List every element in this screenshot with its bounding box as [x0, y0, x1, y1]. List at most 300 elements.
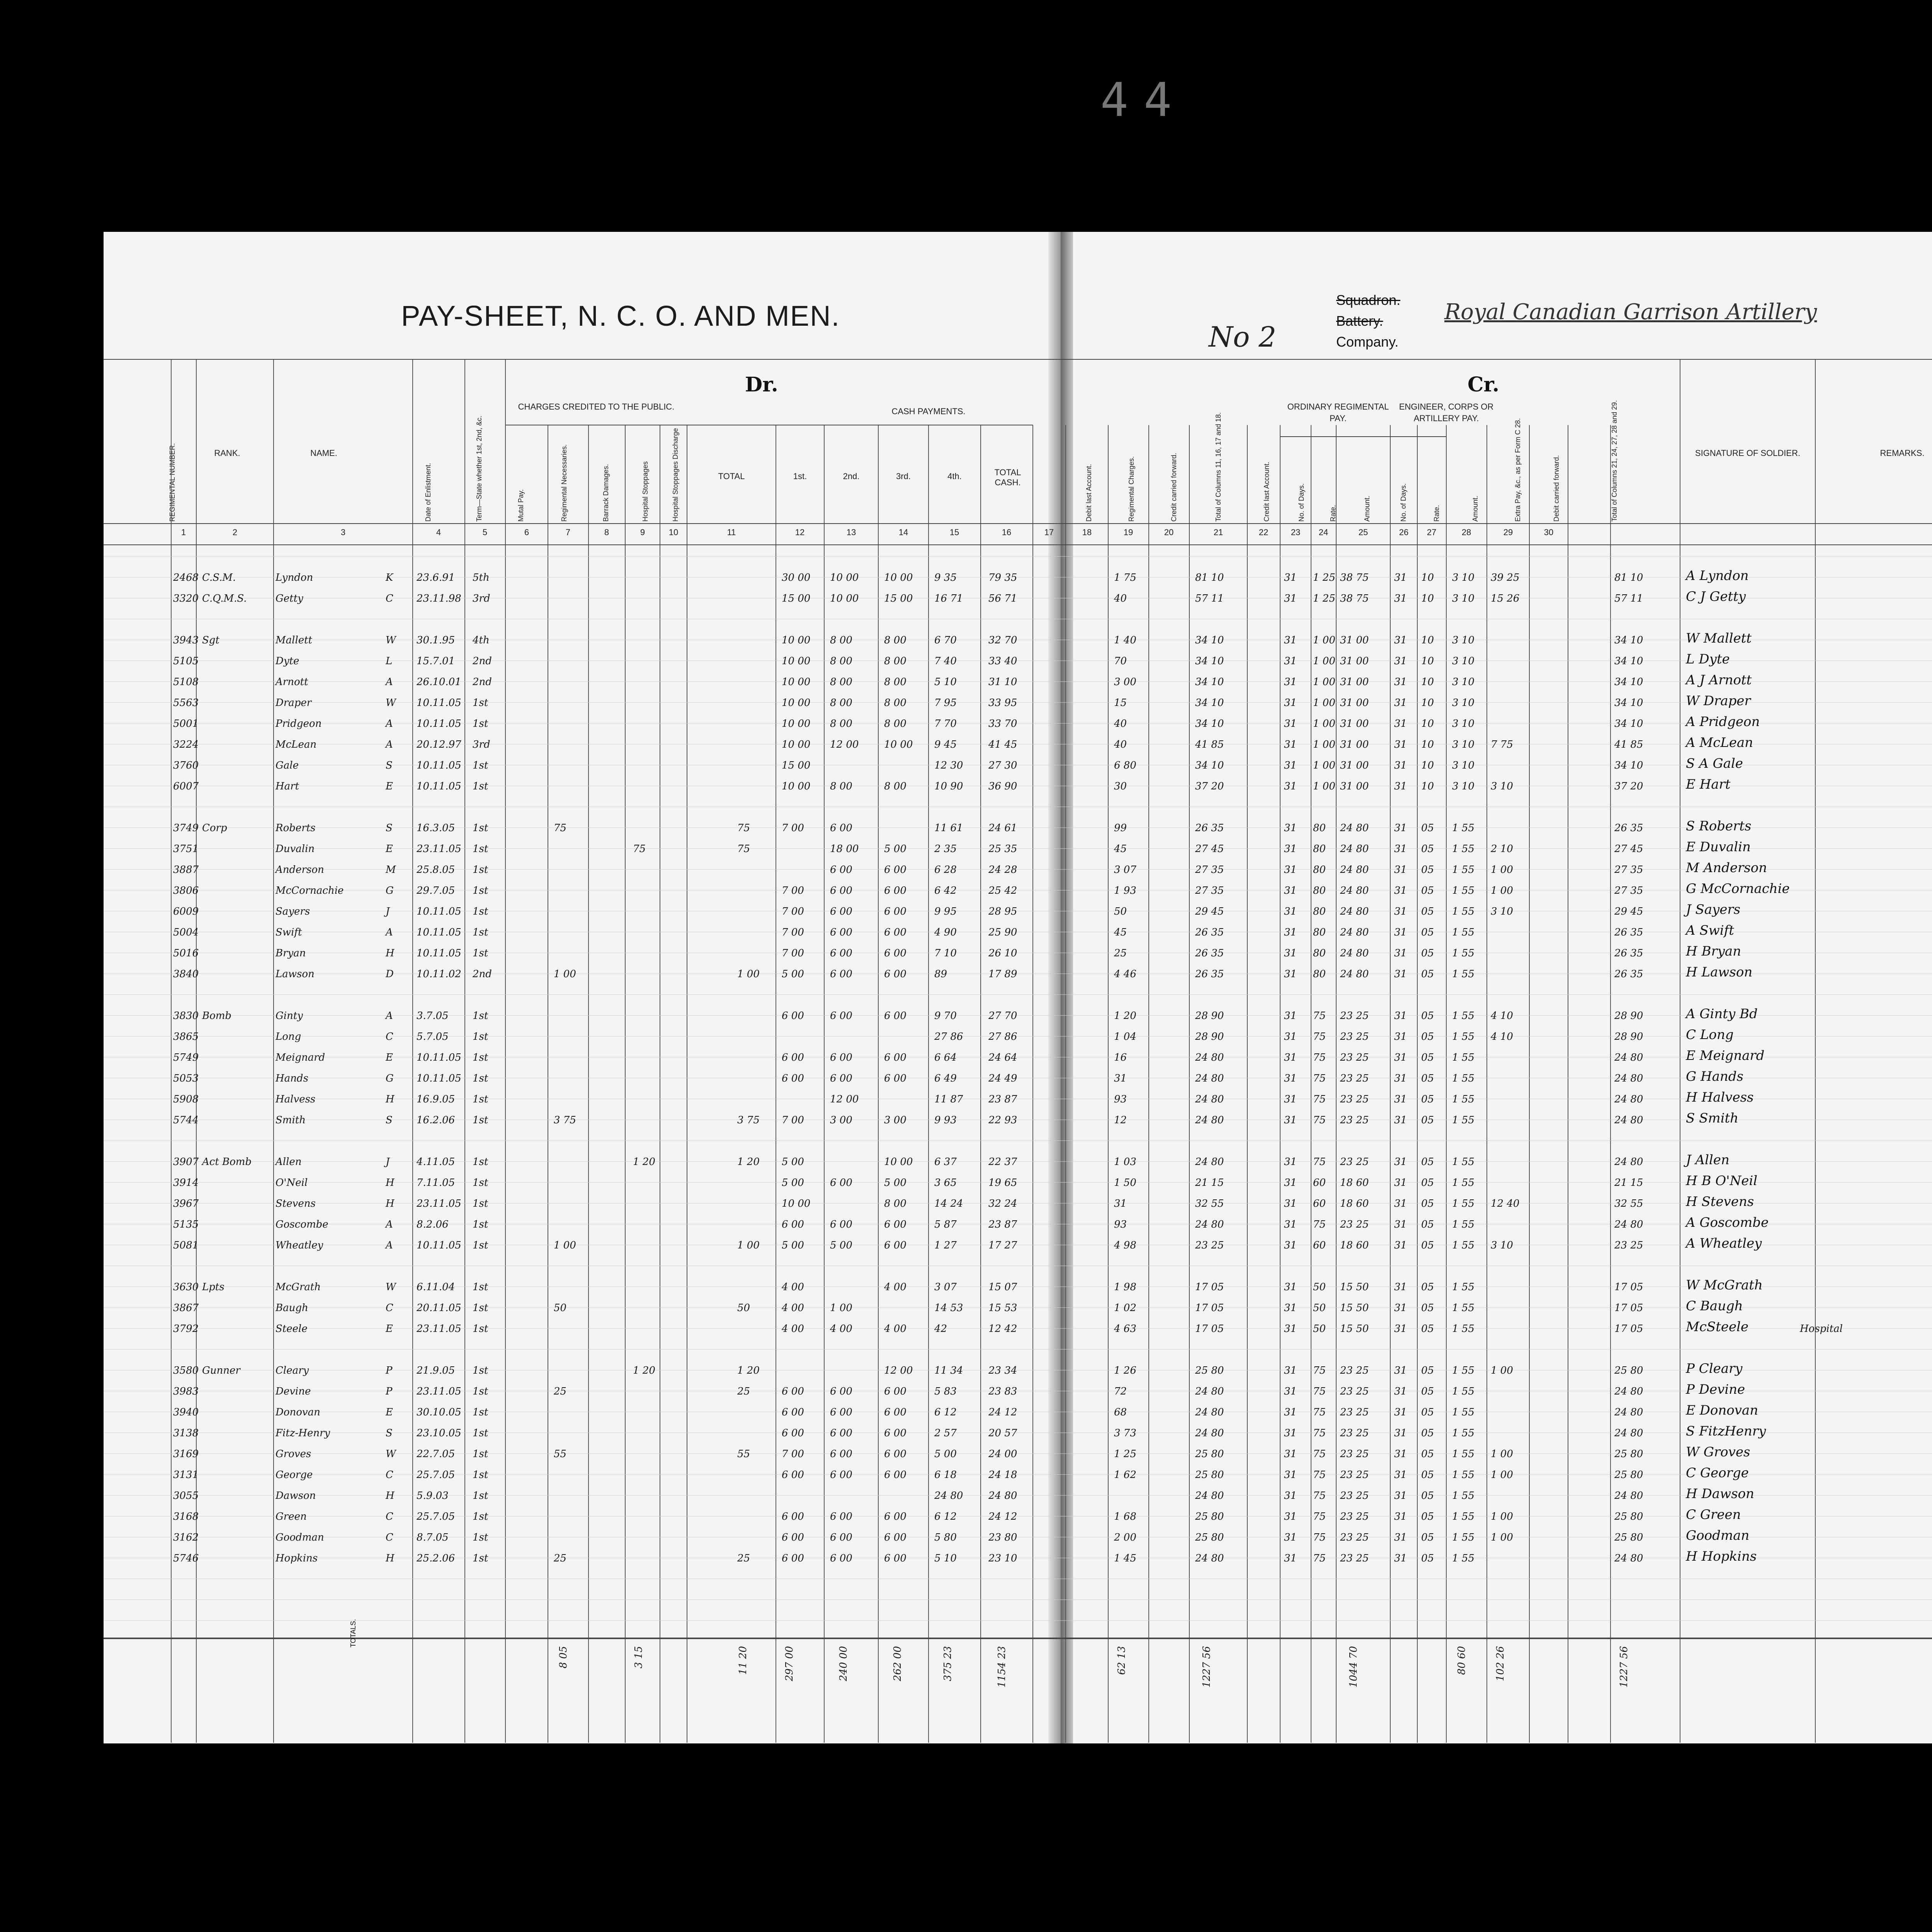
column-number: 13 — [846, 527, 856, 537]
enlistment-date: 16.9.05 — [417, 1094, 455, 1105]
hospital-stoppages: 75 — [633, 843, 646, 855]
term: 1st — [473, 1240, 488, 1251]
initial: W — [386, 1281, 396, 1293]
cash-4th: 9 95 — [934, 906, 957, 917]
engineer-pay-heading: ENGINEER, CORPS OR ARTILLERY PAY. — [1399, 402, 1494, 423]
rate: 1 00 — [1313, 634, 1335, 646]
rate-2: 05 — [1421, 1302, 1434, 1314]
rate-2: 05 — [1421, 968, 1434, 980]
term: 3rd — [473, 593, 490, 604]
cash-1st: 10 00 — [782, 781, 811, 792]
cash-3rd: 8 00 — [884, 718, 906, 730]
soldier-name: Allen — [276, 1156, 302, 1168]
regimental-charges: 72 — [1114, 1386, 1127, 1397]
term: 1st — [473, 1511, 488, 1522]
soldier-name: Arnott — [276, 676, 308, 688]
days: 31 — [1284, 781, 1297, 792]
days: 31 — [1284, 968, 1297, 980]
amount-header: Amount. — [1363, 495, 1371, 522]
total-debit: 24 80 — [1195, 1094, 1224, 1105]
days: 31 — [1284, 1094, 1297, 1105]
days: 31 — [1284, 1073, 1297, 1084]
amount-2: 1 55 — [1452, 1094, 1475, 1105]
initial: C — [386, 593, 393, 604]
rate: 50 — [1313, 1323, 1326, 1335]
total-debit: 24 80 — [1195, 1073, 1224, 1084]
total-debit: 25 80 — [1195, 1448, 1224, 1460]
term: 1st — [473, 1490, 488, 1502]
days-2: 31 — [1394, 655, 1407, 667]
cash-4th: 6 12 — [934, 1406, 957, 1418]
total-credit: 26 35 — [1614, 822, 1643, 834]
amount: 23 25 — [1340, 1073, 1369, 1084]
extra-pay: 3 10 — [1491, 1240, 1513, 1251]
days: 31 — [1284, 864, 1297, 876]
term-header: Term—State whether 1st, 2nd, &c. — [475, 415, 483, 522]
rate: 1 00 — [1313, 676, 1335, 688]
cash-2nd: 6 00 — [830, 1177, 852, 1189]
soldier-signature: H Hopkins — [1686, 1549, 1757, 1564]
amount-2: 3 10 — [1452, 572, 1475, 583]
enlistment-date: 8.2.06 — [417, 1219, 449, 1230]
cash-1st: 10 00 — [782, 634, 811, 646]
cash-3rd: 6 00 — [884, 1219, 906, 1230]
amount-2: 1 55 — [1452, 1553, 1475, 1564]
cash-4th: 11 87 — [934, 1094, 963, 1105]
regimental-charges: 50 — [1114, 906, 1127, 917]
cash-2nd: 6 00 — [830, 1511, 852, 1522]
cash-2nd: 6 00 — [830, 1553, 852, 1564]
rate: 80 — [1313, 864, 1326, 876]
cash-3rd: 8 00 — [884, 634, 906, 646]
days-2: 31 — [1394, 927, 1407, 938]
total-cols-dr-header: Total of Columns 11, 16, 17 and 18. — [1214, 412, 1222, 522]
regimental-number: 3055 — [173, 1490, 199, 1502]
total-cash: 33 70 — [988, 718, 1017, 730]
discharge-header: Hospital Stoppages Discharge — [672, 428, 679, 522]
total-cash: 22 93 — [988, 1114, 1017, 1126]
regimental-number: 3162 — [173, 1532, 199, 1543]
days2-header: No. of Days. — [1400, 483, 1407, 522]
cash-1st: 10 00 — [782, 676, 811, 688]
total-totl: 11 20 — [737, 1646, 749, 1675]
cash-4th: 3 65 — [934, 1177, 957, 1189]
days-2: 31 — [1394, 885, 1407, 896]
days: 31 — [1284, 572, 1297, 583]
cash-2nd: 8 00 — [830, 634, 852, 646]
total-c1: 297 00 — [784, 1646, 795, 1681]
amount: 23 25 — [1340, 1448, 1369, 1460]
amount: 23 25 — [1340, 1031, 1369, 1043]
soldier-signature: A Swift — [1686, 923, 1734, 938]
total-credit: 24 80 — [1614, 1386, 1643, 1397]
cash-1st: 6 00 — [782, 1553, 804, 1564]
total-debit: 24 80 — [1195, 1114, 1224, 1126]
cash-1st: 7 00 — [782, 947, 804, 959]
regimental-number: 3907 — [173, 1156, 199, 1168]
amount: 31 00 — [1340, 634, 1369, 646]
soldier-name: Hart — [276, 781, 299, 792]
enlistment-date: 23.11.05 — [417, 1323, 461, 1335]
cash-4th: 2 57 — [934, 1427, 957, 1439]
soldier-signature: E Meignard — [1686, 1048, 1765, 1063]
amount: 18 60 — [1340, 1198, 1369, 1209]
soldier-name: Smith — [276, 1114, 306, 1126]
rate-2: 05 — [1421, 906, 1434, 917]
soldier-name: Hopkins — [276, 1553, 318, 1564]
regimental-number: 5563 — [173, 697, 199, 709]
regimental-number: 3138 — [173, 1427, 199, 1439]
days-2: 31 — [1394, 1323, 1407, 1335]
cash-1st: 5 00 — [782, 968, 804, 980]
total-credit: 17 05 — [1614, 1281, 1643, 1293]
total-credit: 24 80 — [1614, 1114, 1643, 1126]
days: 31 — [1284, 1323, 1297, 1335]
amount: 23 25 — [1340, 1156, 1369, 1168]
cash-4th: 7 95 — [934, 697, 957, 709]
days: 31 — [1284, 822, 1297, 834]
days: 31 — [1284, 1281, 1297, 1293]
total-credit: 24 80 — [1614, 1073, 1643, 1084]
enlistment-date: 8.7.05 — [417, 1532, 449, 1543]
enlistment-date: 10.11.05 — [417, 697, 461, 709]
regimental-charges: 1 45 — [1114, 1553, 1136, 1564]
rate: 60 — [1313, 1198, 1326, 1209]
amount-2: 1 55 — [1452, 1010, 1475, 1022]
rate: 80 — [1313, 968, 1326, 980]
regimental-charges: 40 — [1114, 718, 1127, 730]
initial: H — [386, 1553, 395, 1564]
regimental-number: 5081 — [173, 1240, 199, 1251]
amount: 23 25 — [1340, 1553, 1369, 1564]
column-number: 27 — [1427, 527, 1437, 537]
regimental-charges: 1 62 — [1114, 1469, 1136, 1481]
amount: 31 00 — [1340, 760, 1369, 771]
total-credit: 26 35 — [1614, 927, 1643, 938]
company-number: No 2 — [1209, 321, 1277, 353]
unit-option-company: Company. — [1336, 334, 1399, 350]
regimental-number: 3630 — [173, 1281, 199, 1293]
column-number: 12 — [795, 527, 805, 537]
regimental-charges: 1 68 — [1114, 1511, 1136, 1522]
cash-3rd: 5 00 — [884, 1177, 906, 1189]
days: 31 — [1284, 1052, 1297, 1063]
column-number: 22 — [1259, 527, 1269, 537]
days-2: 31 — [1394, 1052, 1407, 1063]
soldier-signature: C J Getty — [1686, 589, 1746, 604]
rate-2: 05 — [1421, 1094, 1434, 1105]
cash-4th: 16 71 — [934, 593, 963, 604]
cash-2nd-header: 2nd. — [843, 471, 860, 481]
debit-last-header: Debit last Account. — [1085, 464, 1093, 522]
enlistment-date: 7.11.05 — [417, 1177, 455, 1189]
regimental-necessaries: 1 00 — [554, 968, 576, 980]
soldier-name: Long — [276, 1031, 301, 1043]
cash-3rd: 6 00 — [884, 1427, 906, 1439]
amount: 23 25 — [1340, 1219, 1369, 1230]
column-number: 2 — [232, 527, 238, 537]
amount-2: 1 55 — [1452, 1427, 1475, 1439]
soldier-signature: C Long — [1686, 1027, 1734, 1043]
total-debit: 26 35 — [1195, 927, 1224, 938]
unit-name: Royal Canadian Garrison Artillery — [1444, 299, 1817, 325]
days-2: 31 — [1394, 822, 1407, 834]
total-debit: 34 10 — [1195, 760, 1224, 771]
enlistment-date: 4.11.05 — [417, 1156, 455, 1168]
total-debit: 17 05 — [1195, 1323, 1224, 1335]
total-debit: 24 80 — [1195, 1427, 1224, 1439]
total-tot2: 1227 56 — [1618, 1646, 1630, 1688]
rank: Corp — [202, 822, 227, 834]
total-extra: 102 26 — [1495, 1646, 1506, 1681]
rate: 75 — [1313, 1532, 1326, 1543]
amount2-header: Amount. — [1471, 495, 1479, 522]
enlistment-date: 25.7.05 — [417, 1511, 455, 1522]
regimental-number: 5744 — [173, 1114, 199, 1126]
days-2: 31 — [1394, 1511, 1407, 1522]
term: 1st — [473, 1198, 488, 1209]
rate: 75 — [1313, 1052, 1326, 1063]
regimental-number: 3760 — [173, 760, 199, 771]
soldier-name: Stevens — [276, 1198, 316, 1209]
extra-pay: 1 00 — [1491, 1448, 1513, 1460]
soldier-name: Devine — [276, 1386, 311, 1397]
extra-pay: 1 00 — [1491, 885, 1513, 896]
regimental-number: 3580 — [173, 1365, 199, 1376]
barrack-damages-header: Barrack Damages. — [602, 464, 610, 522]
soldier-signature: H Halvess — [1686, 1090, 1754, 1105]
regimental-charges: 93 — [1114, 1094, 1127, 1105]
enlistment-date: 20.11.05 — [417, 1302, 461, 1314]
term: 1st — [473, 1031, 488, 1043]
total-credit: 34 10 — [1614, 760, 1643, 771]
initial: C — [386, 1031, 393, 1043]
total-c3: 262 00 — [892, 1646, 903, 1681]
soldier-signature: P Cleary — [1686, 1361, 1743, 1376]
rate: 80 — [1313, 822, 1326, 834]
term: 1st — [473, 843, 488, 855]
total-credit: 17 05 — [1614, 1323, 1643, 1335]
regimental-charges: 1 40 — [1114, 634, 1136, 646]
regimental-number: 3224 — [173, 739, 199, 750]
rate: 75 — [1313, 1553, 1326, 1564]
soldier-signature: H Stevens — [1686, 1194, 1754, 1209]
regimental-number: 3169 — [173, 1448, 199, 1460]
total-cash: 24 49 — [988, 1073, 1017, 1084]
amount: 23 25 — [1340, 1469, 1369, 1481]
rate: 60 — [1313, 1177, 1326, 1189]
regimental-charges: 40 — [1114, 593, 1127, 604]
total-cash: 41 45 — [988, 739, 1017, 750]
days: 31 — [1284, 843, 1297, 855]
term: 1st — [473, 1386, 488, 1397]
soldier-name: Groves — [276, 1448, 311, 1460]
soldier-signature: E Donovan — [1686, 1403, 1759, 1418]
totals-label: TOTALS. — [349, 1619, 357, 1648]
soldier-name: Draper — [276, 697, 312, 709]
cash-3rd: 6 00 — [884, 1073, 906, 1084]
cash-2nd: 6 00 — [830, 822, 852, 834]
total-debit: 24 80 — [1195, 1052, 1224, 1063]
term: 1st — [473, 1323, 488, 1335]
total-debit: 27 35 — [1195, 885, 1224, 896]
regimental-number: 3806 — [173, 885, 199, 896]
cash-4th: 27 86 — [934, 1031, 963, 1043]
days-2: 31 — [1394, 1198, 1407, 1209]
total-cash: 23 80 — [988, 1532, 1017, 1543]
days: 31 — [1284, 885, 1297, 896]
charges-total: 75 — [737, 843, 750, 855]
soldier-signature: G McCornachie — [1686, 881, 1790, 896]
soldier-name: Donovan — [276, 1406, 320, 1418]
total-debit: 23 25 — [1195, 1240, 1224, 1251]
rate-2: 05 — [1421, 1052, 1434, 1063]
total-header: TOTAL — [718, 471, 745, 481]
rank: Act Bomb — [202, 1156, 252, 1168]
amount-2: 1 55 — [1452, 885, 1475, 896]
days-header: No. of Days. — [1298, 483, 1305, 522]
days: 31 — [1284, 1219, 1297, 1230]
rate: 75 — [1313, 1386, 1326, 1397]
amount-2: 1 55 — [1452, 1073, 1475, 1084]
total-cash: 17 89 — [988, 968, 1017, 980]
total-cash: 24 64 — [988, 1052, 1017, 1063]
regimental-necessaries: 75 — [554, 822, 567, 834]
regimental-number: 3751 — [173, 843, 199, 855]
rate-2: 05 — [1421, 864, 1434, 876]
cash-3rd: 6 00 — [884, 1448, 906, 1460]
days-2: 31 — [1394, 947, 1407, 959]
soldier-signature: H Lawson — [1686, 964, 1753, 980]
rate-2: 05 — [1421, 1448, 1434, 1460]
enlistment-date: 3.7.05 — [417, 1010, 449, 1022]
credit-forward-header: Credit carried forward. — [1170, 452, 1178, 522]
cash-2nd: 6 00 — [830, 927, 852, 938]
rate-2: 05 — [1421, 1114, 1434, 1126]
rate-2: 05 — [1421, 1365, 1434, 1376]
enlistment-date: 10.11.05 — [417, 760, 461, 771]
rank: Bomb — [202, 1010, 232, 1022]
total-debit: 34 10 — [1195, 655, 1224, 667]
cash-1st: 4 00 — [782, 1302, 804, 1314]
total-credit: 28 90 — [1614, 1031, 1643, 1043]
initial: H — [386, 947, 395, 959]
rate: 1 25 — [1313, 593, 1335, 604]
term: 1st — [473, 1406, 488, 1418]
cash-3rd: 12 00 — [884, 1365, 913, 1376]
regimental-charges: 15 — [1114, 697, 1127, 709]
cash-4th: 5 87 — [934, 1219, 957, 1230]
amount: 31 00 — [1340, 781, 1369, 792]
soldier-signature: A J Arnott — [1686, 672, 1752, 688]
soldier-name: Gale — [276, 760, 299, 771]
initial: S — [386, 1427, 393, 1439]
regimental-number: 5908 — [173, 1094, 199, 1105]
initial: C — [386, 1532, 393, 1543]
amount: 24 80 — [1340, 885, 1369, 896]
cash-4th: 11 34 — [934, 1365, 963, 1376]
regimental-number: 3887 — [173, 864, 199, 876]
soldier-name: Pridgeon — [276, 718, 322, 730]
regimental-charges: 70 — [1114, 655, 1127, 667]
regimental-charges: 1 50 — [1114, 1177, 1136, 1189]
regimental-number: 5004 — [173, 927, 199, 938]
days: 31 — [1284, 1511, 1297, 1522]
amount: 23 25 — [1340, 1406, 1369, 1418]
enlistment-date: 30.1.95 — [417, 634, 455, 646]
cash-4th: 4 90 — [934, 927, 957, 938]
debit-section-label: Dr. — [745, 373, 778, 396]
term: 1st — [473, 927, 488, 938]
amount-2: 3 10 — [1452, 718, 1475, 730]
rate-2: 05 — [1421, 1010, 1434, 1022]
amount-2: 1 55 — [1452, 906, 1475, 917]
cash-2nd: 6 00 — [830, 968, 852, 980]
enlistment-date: 16.3.05 — [417, 822, 455, 834]
enlistment-date: 26.10.01 — [417, 676, 461, 688]
total-cash: 1154 23 — [996, 1646, 1008, 1688]
term: 3rd — [473, 739, 490, 750]
initial: H — [386, 1177, 395, 1189]
soldier-name: Anderson — [276, 864, 324, 876]
cash-2nd: 8 00 — [830, 655, 852, 667]
charges-total: 75 — [737, 822, 750, 834]
rate-2: 05 — [1421, 822, 1434, 834]
days: 31 — [1284, 947, 1297, 959]
regimental-necessaries: 55 — [554, 1448, 567, 1460]
regimental-charges: 3 00 — [1114, 676, 1136, 688]
cash-3rd: 6 00 — [884, 864, 906, 876]
column-number: 17 — [1044, 527, 1054, 537]
charges-total: 3 75 — [737, 1114, 760, 1126]
days: 31 — [1284, 739, 1297, 750]
rate-2: 10 — [1421, 593, 1434, 604]
total-cash: 19 65 — [988, 1177, 1017, 1189]
regimental-charges: 1 26 — [1114, 1365, 1136, 1376]
cash-3rd-header: 3rd. — [896, 471, 911, 481]
soldier-name: McLean — [276, 739, 317, 750]
rate: 75 — [1313, 1406, 1326, 1418]
initial: H — [386, 1490, 395, 1502]
cash-2nd: 6 00 — [830, 1532, 852, 1543]
cash-2nd: 8 00 — [830, 718, 852, 730]
amount-2: 3 10 — [1452, 697, 1475, 709]
rate-2: 05 — [1421, 1386, 1434, 1397]
enlistment-date: 25.8.05 — [417, 864, 455, 876]
cash-4th: 5 10 — [934, 1553, 957, 1564]
cash-3rd: 8 00 — [884, 697, 906, 709]
amount: 23 25 — [1340, 1114, 1369, 1126]
total-credit: 34 10 — [1614, 655, 1643, 667]
extra-pay: 1 00 — [1491, 1511, 1513, 1522]
soldier-signature: S FitzHenry — [1686, 1423, 1766, 1439]
rate: 75 — [1313, 1511, 1326, 1522]
total-cash: 24 61 — [988, 822, 1017, 834]
ordinary-pay-heading: ORDINARY REGIMENTAL PAY. — [1287, 402, 1389, 423]
total-credit: 24 80 — [1614, 1094, 1643, 1105]
total-cash: 26 10 — [988, 947, 1017, 959]
enlistment-date: 21.9.05 — [417, 1365, 455, 1376]
total-credit: 25 80 — [1614, 1469, 1643, 1481]
rate-2: 05 — [1421, 1323, 1434, 1335]
debit-forward-header: Debit carried forward. — [1553, 455, 1560, 522]
total-rc: 62 13 — [1116, 1646, 1128, 1675]
amount-2: 3 10 — [1452, 676, 1475, 688]
term: 1st — [473, 1553, 488, 1564]
soldier-signature: P Devine — [1686, 1382, 1745, 1397]
soldier-signature: A Lyndon — [1686, 568, 1749, 583]
column-number: 8 — [604, 527, 609, 537]
